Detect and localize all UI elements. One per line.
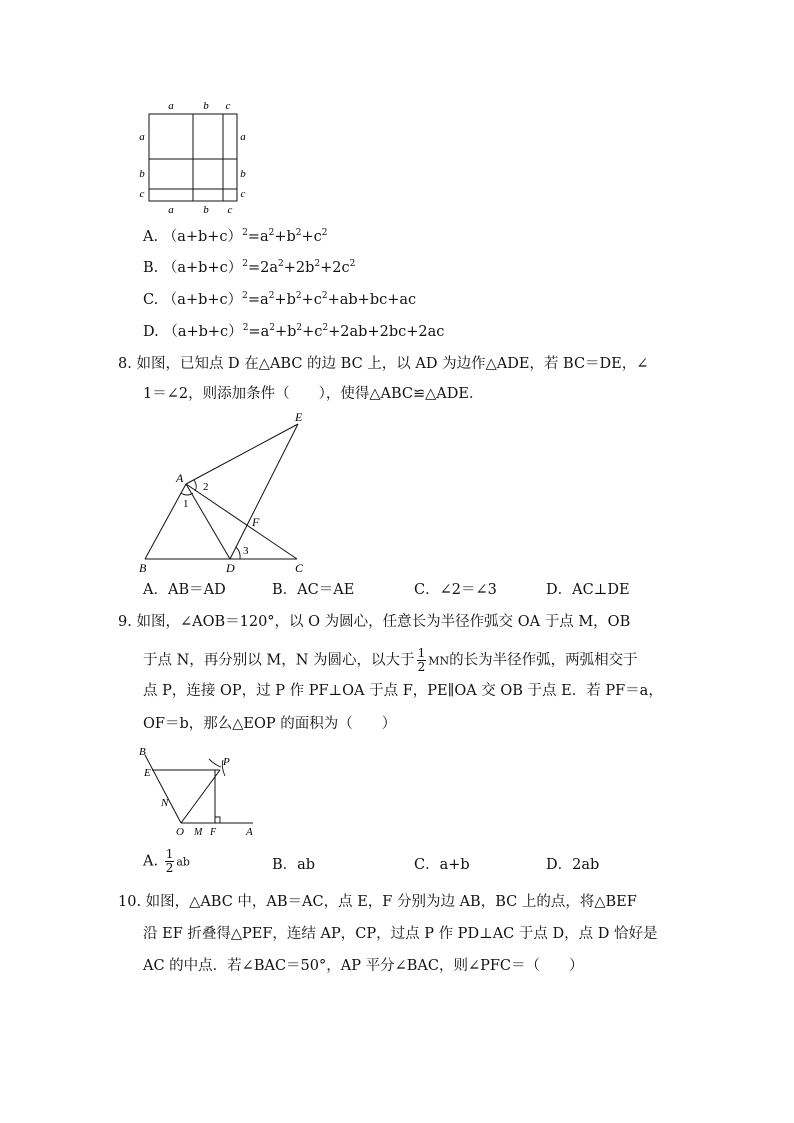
q7-option-c-letter: C. [143, 292, 159, 308]
q7-right-label-c: c [240, 188, 246, 200]
q9-stem-text-1: 如图，∠AOB＝120°，以 O 为圆心，任意长为半径作弧交 OA 于点 M，OB [136, 614, 631, 630]
q7-option-b-letter: B. [143, 260, 159, 276]
q8-point-a-label: A [176, 471, 184, 485]
q9-fraction [417, 647, 427, 674]
q9-point-f-label: F [210, 827, 217, 838]
q9-point-o-label: O [176, 826, 184, 838]
q9-option-a[interactable] [143, 848, 190, 875]
q9-stem-text-2b: 的长为半径作弧，两弧相交于 [449, 652, 638, 669]
q9-option-a-fraction: $\frac{1}{2}$ [165, 847, 174, 875]
q7-bottom-label-c: c [227, 204, 233, 216]
q7-right-label-a: a [240, 131, 246, 143]
q9-angle-figure [135, 745, 265, 840]
q7-left-label-a: a [139, 131, 145, 143]
q8-option-d[interactable]: D．AC⊥DE [546, 582, 630, 598]
q8-stem-line-1 [118, 354, 648, 374]
q8-number: 8. [118, 356, 132, 372]
q9-number: 9. [118, 614, 132, 630]
q8-stem-line-2: 1＝∠2，则添加条件（ ），使得△ABC≌△ADE． [143, 386, 484, 402]
q10-stem-line-3: AC 的中点．若∠BAC＝50°，AP 平分∠BAC，则∠PFC＝（ ） [143, 958, 584, 974]
q9-fraction-denominator: 2 [417, 660, 426, 674]
q8-point-f-label: F [252, 515, 260, 529]
q8-angle-1-label: 1 [183, 498, 189, 510]
q9-stem-line-1 [118, 612, 630, 632]
q9-option-b[interactable]: B．ab [272, 857, 316, 873]
q7-square-figure [130, 96, 250, 220]
q7-left-label-b: b [139, 168, 145, 180]
q9-option-a-letter: A. [143, 853, 159, 870]
q8-point-c-label: C [295, 561, 304, 574]
q8-angle-2-label: 2 [203, 481, 209, 493]
q9-point-a-label: A [246, 826, 253, 838]
q7-top-label-a: a [168, 100, 174, 112]
q9-fraction-var: MN [428, 654, 450, 668]
q8-stem-text-1: 如图，已知点 D 在△ABC 的边 BC 上，以 AD 为边作△ADE，若 BC＝DE，∠ [136, 356, 649, 372]
q9-point-e-label: E [144, 767, 151, 779]
q7-option-d[interactable] [143, 322, 444, 342]
q10-number: 10. [118, 894, 142, 910]
q9-stem-line-2 [143, 647, 638, 674]
q9-stem-text-2a: 于点 N，再分别以 M，N 为圆心，以大于 [143, 652, 415, 669]
q7-left-label-c: c [139, 188, 145, 200]
q7-option-a[interactable] [143, 227, 328, 247]
q8-point-b-label: B [139, 561, 147, 574]
q9-option-d[interactable]: D．2ab [546, 857, 600, 873]
q9-stem-line-4: OF＝b，那么△EOP 的面积为（ ） [143, 716, 397, 732]
q8-angle-3-label: 3 [243, 545, 249, 557]
q10-stem-line-2: 沿 EF 折叠得△PEF，连结 AP，CP，过点 P 作 PD⊥AC 于点 D，点 D 恰好是 [143, 926, 658, 942]
q9-point-p-label: P [223, 756, 230, 768]
q8-point-e-label: E [295, 410, 303, 424]
q9-fraction-numerator: 1 [417, 646, 426, 660]
q7-option-c-text: $(a+b+c)^2=a^2+b^2+c^2+ab+bc+ac$ [162, 291, 417, 308]
q9-option-a-var: ab [176, 855, 190, 869]
q7-option-b[interactable] [143, 258, 355, 278]
q8-point-d-label: D [226, 561, 235, 574]
q7-bottom-label-b: b [203, 204, 209, 216]
q9-stem-line-3: 点 P，连接 OP，过 P 作 PF⊥OA 于点 F，PE∥OA 交 OB 于点 E．若 PF＝a， [143, 683, 663, 699]
q7-option-d-letter: D. [143, 324, 159, 340]
q8-option-a[interactable]: A．AB＝AD [143, 582, 226, 598]
q9-option-c[interactable]: C．a+b [414, 857, 470, 873]
q7-option-a-text: $(a+b+c)^2=a^2+b^2+c^2$ [162, 228, 328, 245]
q7-option-b-text: $(a+b+c)^2=2a^2+2b^2+2c^2$ [162, 259, 356, 276]
q10-stem-line-1 [118, 892, 637, 912]
q8-triangle-figure [130, 402, 320, 574]
q8-option-b[interactable]: B．AC＝AE [272, 582, 355, 598]
q10-stem-text-1: 如图，△ABC 中，AB＝AC，点 E，F 分别为边 AB，BC 上的点，将△BEF [145, 894, 637, 910]
q7-option-d-text: $(a+b+c)^2=a^2+b^2+c^2+2ab+2bc+2ac$ [163, 323, 445, 340]
q9-point-b-label: B [139, 746, 146, 758]
q7-right-label-b: b [240, 168, 246, 180]
q7-option-a-letter: A. [143, 229, 159, 245]
q7-top-label-c: c [225, 100, 231, 112]
q9-point-n-label: N [161, 797, 169, 809]
q7-option-c[interactable] [143, 290, 416, 310]
q7-top-label-b: b [203, 100, 209, 112]
q7-bottom-label-a: a [168, 204, 174, 216]
q8-option-c[interactable]: C．∠2＝∠3 [414, 582, 497, 598]
q9-point-m-label: M [194, 827, 203, 838]
